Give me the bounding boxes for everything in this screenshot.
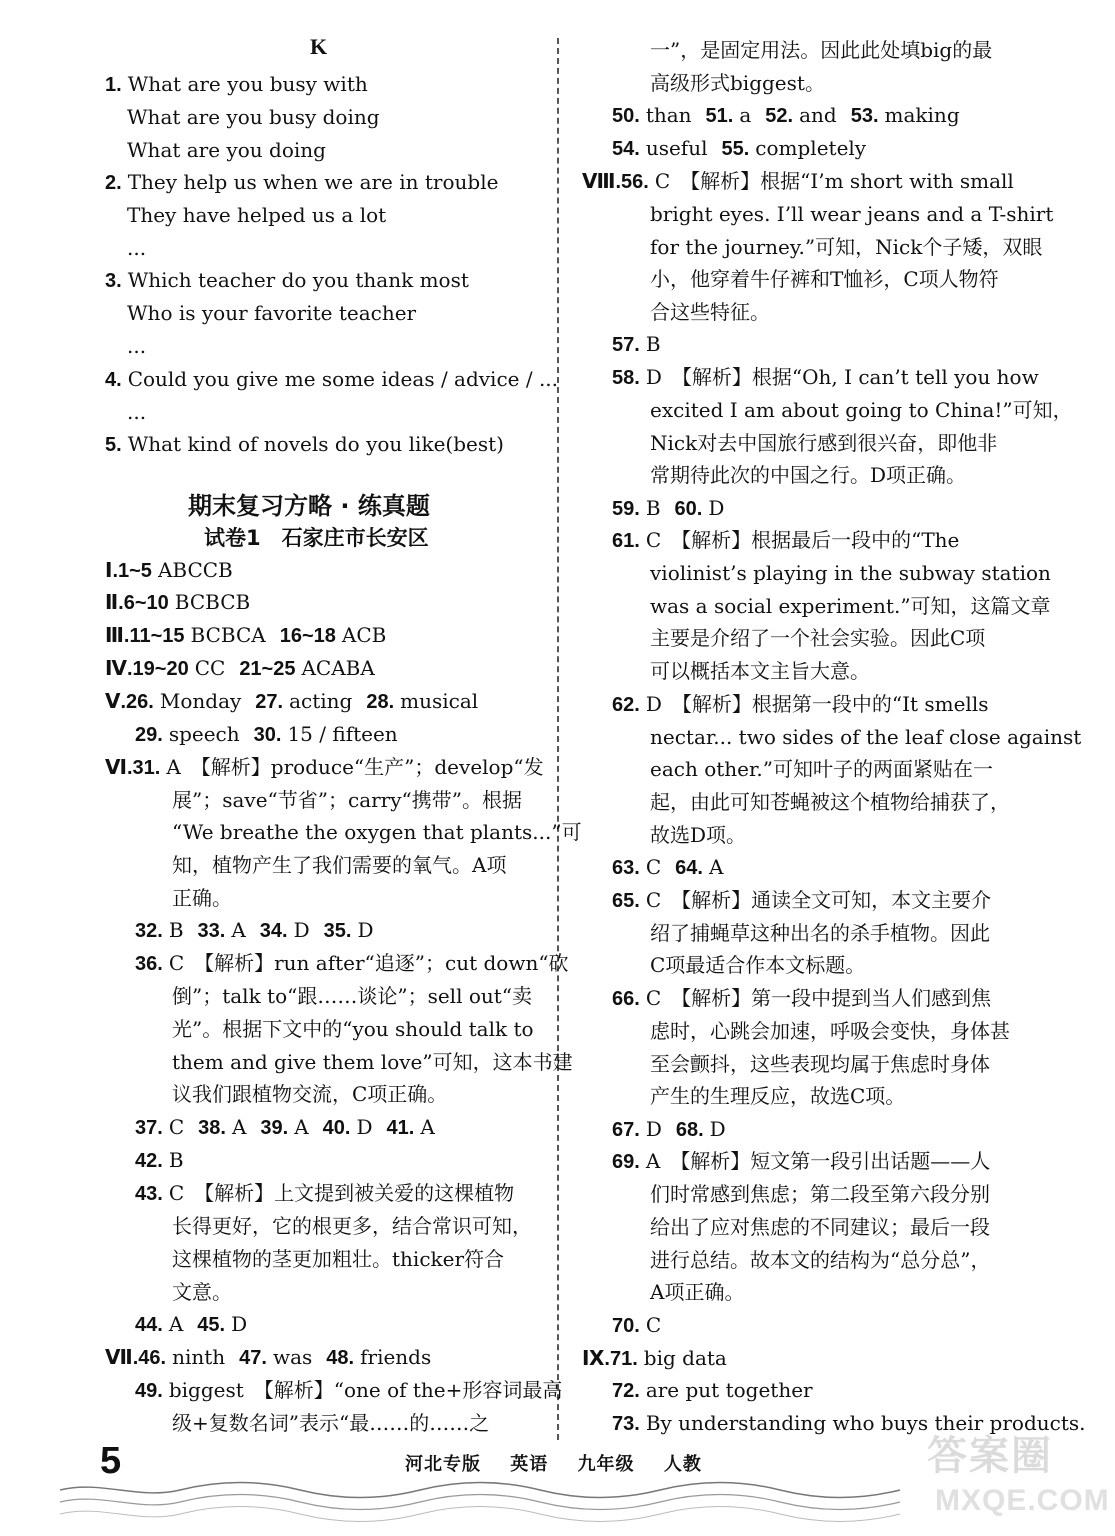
item-number: 51. (705, 105, 734, 127)
answer-value: C (645, 855, 662, 879)
answer-value: Monday (159, 689, 242, 713)
answer-value: B (168, 918, 184, 942)
item-number: 48. (326, 1347, 355, 1369)
answer-line (650, 34, 992, 67)
answer-text: 小，他穿着牛仔裤和T恤衫，C项人物符 (650, 267, 999, 291)
answer-value: A 【解析】短文第一段引出话题——人 (645, 1149, 991, 1173)
answer-text: 主要是介绍了一个社会实验。因此C项 (650, 626, 986, 650)
item-number: 4. (105, 369, 122, 391)
answer-line (127, 396, 146, 429)
item-number: 68. (675, 1119, 704, 1141)
answer-text: 正确。 (172, 886, 232, 910)
item-number: 62. (612, 694, 640, 716)
answer-value: D (645, 1117, 662, 1141)
answer-text: What are you doing (127, 138, 326, 162)
answer-line (582, 1342, 727, 1375)
answer-line (650, 655, 870, 688)
answer-text: 议我们跟植物交流，C项正确。 (172, 1082, 448, 1106)
answer-text: 级+复数名词”表示“最……的……之 (172, 1411, 490, 1435)
section-numeral: Ⅱ. (105, 592, 124, 614)
answer-value: C 【解析】根据最后一段中的“The (645, 528, 960, 552)
item-number: 2. (105, 172, 122, 194)
answer-line (612, 492, 724, 525)
answer-value: A (231, 918, 246, 942)
answer-value: D 【解析】根据“Oh, I can’t tell you how (645, 365, 1039, 389)
answer-line (612, 361, 1039, 394)
answer-line (650, 1276, 744, 1309)
footer-edition: 河北专版 (405, 1454, 481, 1475)
item-number: 67. (612, 1119, 640, 1141)
item-number: 26. (126, 691, 154, 713)
answer-text: nectar... two sides of the leaf close against (650, 725, 1082, 749)
answer-text: 这棵植物的茎更加粗壮。thicker符合 (172, 1247, 505, 1271)
answer-line (650, 459, 966, 492)
answer-line (105, 1341, 431, 1374)
item-number: 53. (850, 105, 879, 127)
answer-text: ... (127, 236, 147, 260)
answer-line (650, 590, 1051, 623)
answer-text: A项正确。 (650, 1280, 745, 1304)
answer-line (650, 1080, 905, 1113)
answer-line (135, 947, 569, 980)
answer-line (650, 917, 990, 950)
answer-value: C 【解析】根据“I’m short with small (654, 169, 1014, 193)
answer-text: 常期待此次的中国之行。D项正确。 (650, 463, 967, 487)
answer-line (650, 557, 1051, 590)
answer-line (650, 819, 746, 852)
answer-text: 高级形式biggest。 (650, 71, 825, 95)
answer-text: Who is your favorite teacher (127, 301, 417, 325)
answer-text: They have helped us a lot (127, 203, 387, 227)
answer-value: CC (194, 656, 226, 680)
answer-line (135, 718, 398, 751)
answer-value: friends (360, 1345, 432, 1369)
answer-line (612, 524, 959, 557)
item-number: 42. (135, 1150, 163, 1172)
answer-line (127, 199, 386, 232)
answer-line (612, 99, 960, 132)
answer-line (650, 1015, 1010, 1048)
answer-value: biggest 【解析】“one of the+形容词最高 (168, 1378, 563, 1402)
answer-line (612, 884, 991, 917)
answer-line (105, 428, 504, 461)
answer-line (172, 816, 582, 849)
answer-line (612, 851, 723, 884)
answer-text: ... (127, 400, 147, 424)
answer-text: 光”。根据下文中的“you should talk to (172, 1017, 534, 1041)
section-numeral: Ⅷ. (582, 171, 622, 193)
answer-line (650, 296, 770, 329)
answer-value: C 【解析】通读全文可知，本文主要介 (645, 888, 992, 912)
item-number: 29. (135, 724, 163, 746)
answer-text: 至会颤抖，这些表现均属于焦虑时身体 (650, 1052, 990, 1076)
answer-line (650, 1244, 990, 1277)
answer-text: 起，由此可知苍蝇被这个植物给捕获了， (650, 790, 1010, 814)
section-numeral: Ⅰ. (105, 560, 118, 582)
answer-line (172, 1013, 534, 1046)
answer-value: By understanding who buys their products. (645, 1411, 1086, 1435)
answer-value: C 【解析】run after“追逐”；cut down“砍 (168, 951, 569, 975)
answer-text: excited I am about going to China!”可知， (650, 398, 1073, 422)
item-number: 37. (135, 1117, 163, 1139)
answer-line (612, 1374, 813, 1407)
answer-line (612, 132, 866, 165)
answer-value: D 【解析】根据第一段中的“It smells (645, 692, 989, 716)
answer-text: ... (127, 334, 147, 358)
answer-text: 们时常感到焦虑；第二段至第六段分别 (650, 1182, 990, 1206)
item-number: 5. (105, 434, 122, 456)
answer-text: 长得更好，它的根更多，结合常识可知， (172, 1214, 532, 1238)
answer-value: A (168, 1312, 184, 1336)
answer-line (650, 67, 825, 100)
answer-value: A 【解析】produce“生产”；develop“发 (166, 755, 544, 779)
answer-line (650, 753, 993, 786)
answer-text: them and give them love”可知，这本书建 (172, 1050, 573, 1074)
answer-line (135, 1111, 435, 1144)
answer-line (105, 751, 544, 784)
answer-line (650, 427, 997, 460)
section-numeral: Ⅸ. (582, 1348, 610, 1370)
answer-line (172, 849, 506, 882)
answer-line (172, 784, 522, 817)
answer-value: making (884, 103, 960, 127)
answer-line (105, 68, 368, 101)
item-number: 44. (135, 1314, 163, 1336)
answer-line (127, 232, 146, 265)
answer-line (582, 165, 1014, 198)
answer-value: C (645, 1313, 662, 1337)
item-number: 59. (612, 498, 640, 520)
item-number: 28. (366, 691, 395, 713)
answer-line (172, 882, 232, 915)
item-number: 49. (135, 1380, 163, 1402)
paper-title: 试卷1 石家庄市长安区 (204, 526, 429, 550)
answer-text: Which teacher do you thank most (127, 268, 469, 292)
item-number: 71. (609, 1348, 638, 1370)
answer-text: 知，植物产生了我们需要的氧气。A项 (172, 853, 507, 877)
answer-line (612, 1309, 661, 1342)
answer-text: for the journey.”可知，Nick个子矮，双眼 (650, 235, 1043, 259)
item-number: 66. (612, 988, 640, 1010)
answer-value: a (739, 103, 752, 127)
answer-text: each other.”可知叶子的两面紧贴在一 (650, 757, 993, 781)
section-numeral: Ⅶ. (105, 1347, 139, 1369)
answer-line (135, 1144, 184, 1177)
answer-text: 文意。 (172, 1280, 232, 1304)
answer-value: was (272, 1345, 313, 1369)
page-number: 5 (100, 1440, 122, 1482)
item-number: 32. (135, 920, 163, 942)
answer-text: was a social experiment.”可知，这篇文章 (650, 594, 1051, 618)
section-numeral: Ⅳ. (105, 658, 133, 680)
answer-text: They help us when we are in trouble (127, 170, 499, 194)
answer-text: “We breathe the oxygen that plants...”可 (172, 820, 582, 844)
item-number: 21~25 (239, 658, 296, 680)
answer-line (135, 914, 374, 947)
answer-line (105, 554, 233, 587)
answer-value: 15 / fifteen (287, 722, 398, 746)
answer-line (135, 1177, 514, 1210)
section-numeral: Ⅵ. (105, 757, 133, 779)
answer-value: A (420, 1115, 435, 1139)
column-divider (557, 38, 559, 1440)
answer-value: BCBCB (174, 590, 251, 614)
item-number: 47. (239, 1347, 267, 1369)
answer-text: 可以概括本文主旨大意。 (650, 659, 870, 683)
answer-line (172, 980, 532, 1013)
answer-text: What kind of novels do you like(best) (127, 432, 504, 456)
answer-line (172, 1210, 532, 1243)
answer-value: C 【解析】第一段中提到当人们感到焦 (645, 986, 992, 1010)
answer-value: ninth (172, 1345, 226, 1369)
answer-value: B (645, 332, 661, 356)
item-number: 65. (612, 890, 640, 912)
answer-value: and (799, 103, 837, 127)
answer-line (172, 1046, 573, 1079)
answer-line (650, 231, 1042, 264)
answer-text: 进行总结。故本文的结构为“总分总”， (650, 1248, 991, 1272)
answer-line (650, 1211, 990, 1244)
answer-line (135, 1374, 562, 1407)
answer-value: than (645, 103, 692, 127)
item-number: 50. (612, 105, 640, 127)
item-number: 45. (197, 1314, 226, 1336)
answer-value: D (293, 918, 310, 942)
answer-text: What are you busy doing (127, 105, 380, 129)
answer-line (105, 652, 375, 685)
footer-subject: 英语 (510, 1454, 549, 1475)
section-numeral: Ⅲ. (105, 625, 130, 647)
answer-value: are put together (645, 1378, 813, 1402)
answer-value: D (357, 918, 374, 942)
answer-value: ABCCB (157, 558, 233, 582)
answer-text: Nick对去中国旅行感到很兴奋，即他非 (650, 431, 998, 455)
item-number: 35. (323, 920, 352, 942)
footer-publisher: 人教 (663, 1454, 702, 1475)
item-number: 60. (674, 498, 703, 520)
answer-value: A (231, 1115, 247, 1139)
item-number: 11~15 (129, 625, 185, 647)
answer-line (105, 264, 469, 297)
item-number: 64. (675, 857, 703, 879)
answer-value: D (708, 496, 725, 520)
item-number: 54. (612, 138, 640, 160)
answer-line (105, 586, 250, 619)
answer-text: bright eyes. I’ll wear jeans and a T-shirt (650, 202, 1054, 226)
item-number: 33. (197, 920, 226, 942)
answer-text: 故选D项。 (650, 823, 747, 847)
answer-value: ACABA (301, 656, 375, 680)
answer-value: useful (645, 136, 708, 160)
section-numeral: Ⅴ. (105, 691, 127, 713)
answer-line (612, 328, 661, 361)
item-number: 3. (105, 270, 122, 292)
item-number: 27. (255, 691, 284, 713)
answer-line (650, 721, 1081, 754)
item-number: 55. (721, 138, 750, 160)
answer-line (127, 297, 416, 330)
answer-line (650, 1048, 990, 1081)
answer-value: B (168, 1148, 184, 1172)
item-number: 1. (105, 74, 122, 96)
item-number: 19~20 (132, 658, 189, 680)
item-number: 16~18 (279, 625, 336, 647)
answer-line (172, 1078, 447, 1111)
answer-line (650, 622, 985, 655)
answer-text: violinist’s playing in the subway station (650, 561, 1051, 585)
answer-line (105, 685, 478, 718)
item-number: 31. (132, 757, 161, 779)
item-number: 43. (135, 1183, 163, 1205)
item-number: 34. (259, 920, 288, 942)
answer-value: D (709, 1117, 726, 1141)
item-number: 70. (612, 1315, 640, 1337)
answer-line (650, 1178, 990, 1211)
answer-line (612, 1113, 726, 1146)
item-number: 69. (612, 1151, 640, 1173)
answer-line (135, 1308, 247, 1341)
answer-line (105, 363, 558, 396)
answer-value: big data (643, 1346, 727, 1370)
answer-line (650, 198, 1053, 231)
answer-line (650, 786, 1010, 819)
item-number: 56. (621, 171, 649, 193)
item-number: 52. (765, 105, 794, 127)
answer-value: D (356, 1115, 373, 1139)
item-number: 1~5 (118, 560, 152, 582)
item-number: 57. (612, 334, 640, 356)
item-number: 58. (612, 367, 640, 389)
answer-text: Could you give me some ideas / advice / ... (127, 367, 559, 391)
answer-line (127, 101, 380, 134)
answer-text: 展”；save“节省”；carry“携带”。根据 (172, 788, 522, 812)
answer-line (612, 1145, 990, 1178)
item-number: 38. (198, 1117, 226, 1139)
answer-text: 一”，是固定用法。因此此处填big的最 (650, 38, 993, 62)
item-number: 73. (612, 1413, 640, 1435)
watermark-top: 答案圈 (927, 1433, 1053, 1479)
answer-value: completely (755, 136, 867, 160)
answer-value: musical (400, 689, 479, 713)
answer-line (172, 1276, 232, 1309)
item-number: 72. (612, 1380, 640, 1402)
item-number: 36. (135, 953, 163, 975)
item-number: 40. (322, 1117, 351, 1139)
answer-line (105, 166, 498, 199)
answer-value: A (294, 1115, 309, 1139)
answer-value: acting (289, 689, 353, 713)
item-number: 63. (612, 857, 640, 879)
answer-value: speech (168, 722, 240, 746)
item-number: 6~10 (123, 592, 169, 614)
answer-text: 合这些特征。 (650, 300, 770, 324)
answer-text: 倒”；talk to“跟……谈论”；sell out“卖 (172, 984, 533, 1008)
answer-line (172, 1407, 489, 1440)
watermark-logo (905, 1418, 1110, 1528)
answer-text: 给出了应对焦虑的不同建议；最后一段 (650, 1215, 990, 1239)
item-number: 61. (612, 530, 640, 552)
item-number: 39. (260, 1117, 289, 1139)
answer-text: What are you busy with (127, 72, 368, 96)
item-number: 46. (138, 1347, 167, 1369)
item-number: 30. (253, 724, 282, 746)
section-k-title: K (310, 34, 328, 59)
answer-line (650, 394, 1073, 427)
answer-line (127, 330, 146, 363)
item-number: 41. (386, 1117, 415, 1139)
answer-value: C 【解析】上文提到被关爱的这棵植物 (168, 1181, 515, 1205)
watermark-bottom: MXQE.COM (935, 1484, 1110, 1517)
answer-value: A (708, 855, 724, 879)
answer-text: 产生的生理反应，故选C项。 (650, 1084, 906, 1108)
answer-line (650, 949, 865, 982)
answer-line (650, 263, 999, 296)
answer-text: 绍了捕蝇草这种出名的杀手植物。因此 (650, 921, 990, 945)
answer-line (612, 982, 991, 1015)
answer-text: C项最适合作本文标题。 (650, 953, 866, 977)
footer-grade: 九年级 (577, 1454, 635, 1475)
answer-line (105, 619, 386, 652)
review-section-title: 期末复习方略 · 练真题 (188, 492, 430, 520)
answer-text: 虑时，心跳会加速，呼吸会变快，身体甚 (650, 1019, 1010, 1043)
answer-line (127, 134, 326, 167)
answer-value: BCBCA (190, 623, 266, 647)
answer-value: C (168, 1115, 185, 1139)
answer-value: D (231, 1312, 248, 1336)
answer-line (612, 688, 989, 721)
answer-line (172, 1243, 504, 1276)
answer-value: B (645, 496, 661, 520)
answer-value: ACB (341, 623, 387, 647)
